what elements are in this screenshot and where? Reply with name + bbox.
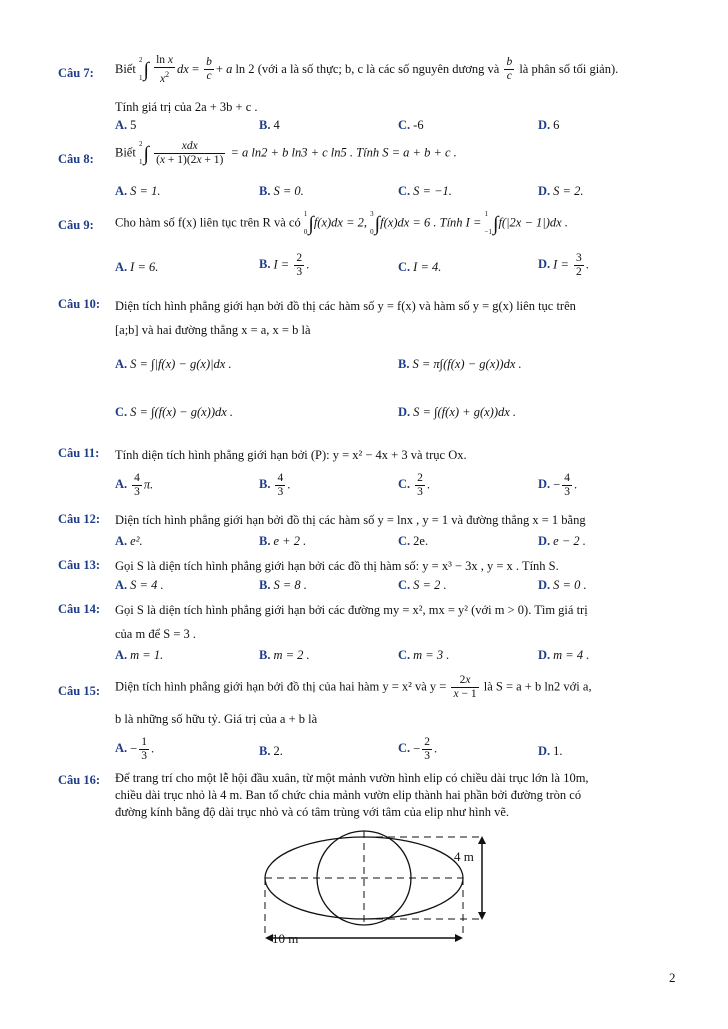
question-text: Diện tích hình phẳng giới hạn bởi đồ thị các hàm số y = f(x) và hàm số y = g(x) liên tục trên — [115, 299, 576, 313]
option-d[interactable]: D. e − 2 . — [538, 534, 586, 548]
question-label: Câu 7: — [58, 66, 94, 80]
question-text: Diện tích hình phẳng giới hạn bởi đồ thị các hàm số y = lnx , y = 1 và đường thẳng x = 1 bằng — [115, 513, 586, 527]
option-d[interactable]: D. S = 2. — [538, 184, 584, 198]
ellipse-garden-figure — [250, 830, 500, 955]
question-label: Câu 10: — [58, 297, 101, 311]
question-16 — [58, 773, 690, 833]
question-label: Câu 16: — [58, 773, 101, 787]
question-subtext: của m để S = 3 . — [115, 627, 196, 641]
question-text: Biết 2 1∫ $\frac{\text{ln x}}{x^2}$ dx = $\frac{b}{c}$ + a ln 2 (với a là số thực; b, c là các số nguyên dương và $\frac{b}{c}$ là phân số tối giản). — [115, 54, 619, 85]
option-a[interactable]: A. − $\frac{1}{3}$ . — [115, 736, 155, 762]
question-text: Để trang trí cho một lễ hội đầu xuân, từ một mảnh vườn hình elip có chiều dài trục lớn là 10m, chiều dài trục nhỏ là 4 m. Ban tổ chức chia mảnh vườn elip thành hai phần bởi đường tròn có đường kính bằng độ dài trục nhỏ và có tâm trùng với tâm của elip như hình vẽ. — [115, 771, 589, 819]
question-10 — [58, 295, 690, 445]
option-b[interactable]: B. e + 2 . — [259, 534, 307, 548]
option-a[interactable]: A. S = 4 . — [115, 578, 164, 592]
option-c[interactable]: C. $\frac{2}{3}$ . — [398, 472, 431, 498]
question-9 — [58, 210, 690, 285]
width-label: 10 m — [272, 931, 299, 946]
option-d[interactable]: D. 1. — [538, 744, 563, 758]
question-15 — [58, 674, 690, 770]
question-text: Diện tích hình phẳng giới hạn bởi đồ thị của hai hàm y = x² và y = $\frac{2x}{x - 1}$ là S = a + b ln2 với a, — [115, 674, 592, 700]
question-subtext: [a;b] và hai đường thẳng x = a, x = b là — [115, 323, 311, 337]
question-text: Gọi S là diện tích hình phẳng giới hạn bởi các đường my = x², mx = y² (với m > 0). Tìm giá trị — [115, 603, 588, 617]
question-text: Tính diện tích hình phẳng giới hạn bởi (P): y = x² − 4x + 3 và trục Ox. — [115, 448, 467, 462]
question-8 — [58, 140, 690, 204]
option-c[interactable]: C. S = 2 . — [398, 578, 447, 592]
question-7 — [58, 52, 690, 132]
option-b[interactable]: B. $\frac{4}{3}$ . — [259, 472, 291, 498]
option-c[interactable]: C. S = −1. — [398, 184, 452, 198]
option-b[interactable]: B. S = 0. — [259, 184, 304, 198]
option-a[interactable]: A. e². — [115, 534, 143, 548]
option-c[interactable]: C. I = 4. — [398, 260, 442, 274]
option-c[interactable]: C. − $\frac{2}{3}$ . — [398, 736, 438, 762]
question-text: Biết 2 1∫ $\frac{\text{xdx}}{(x + 1)(2x + 1)}$ = a ln2 + b ln3 + c ln5 . Tính S = a + b + c . — [115, 140, 457, 166]
option-d[interactable]: D. S = ∫(f(x) + g(x))dx . — [398, 405, 517, 419]
question-text: Gọi S là diện tích hình phẳng giới hạn bởi các đồ thị hàm số: y = x³ − 3x , y = x . Tính S. — [115, 559, 559, 573]
option-d[interactable]: D. − $\frac{4}{3}$ . — [538, 472, 578, 498]
option-b[interactable]: B. 2. — [259, 744, 283, 758]
option-c[interactable]: C. 2e. — [398, 534, 429, 548]
option-a[interactable]: A. 5 — [115, 118, 137, 132]
question-label: Câu 8: — [58, 152, 94, 166]
option-a[interactable]: A. $\frac{4}{3}$ π. — [115, 472, 154, 498]
question-13 — [58, 558, 690, 598]
option-d[interactable]: D. S = 0 . — [538, 578, 587, 592]
question-subtext: Tính giá trị của 2a + 3b + c . — [115, 100, 258, 114]
option-d[interactable]: D. m = 4 . — [538, 648, 590, 662]
question-11 — [58, 446, 690, 508]
option-a[interactable]: A. m = 1. — [115, 648, 164, 662]
question-subtext: b là những số hữu tỷ. Giá trị của a + b là — [115, 712, 318, 726]
question-text: Cho hàm số f(x) liên tục trên R và có 1 0∫f(x)dx = 2, 3 0∫f(x)dx = 6 . Tính I = 1 −1∫f(|2x − 1|)dx . — [115, 210, 568, 236]
question-12 — [58, 512, 690, 552]
option-b[interactable]: B. S = 8 . — [259, 578, 307, 592]
question-label: Câu 14: — [58, 602, 101, 616]
question-label: Câu 15: — [58, 684, 101, 698]
question-label: Câu 13: — [58, 558, 101, 572]
page-number: 2 — [669, 970, 676, 985]
option-a[interactable]: A. I = 6. — [115, 260, 159, 274]
question-label: Câu 12: — [58, 512, 101, 526]
option-a[interactable]: A. S = ∫|f(x) − g(x)|dx . — [115, 357, 232, 371]
option-c[interactable]: C. m = 3 . — [398, 648, 450, 662]
option-b[interactable]: B. 4 — [259, 118, 280, 132]
question-14 — [58, 602, 690, 672]
option-d[interactable]: D. I = $\frac{3}{2}$ . — [538, 252, 589, 278]
option-c[interactable]: C. S = ∫(f(x) − g(x))dx . — [115, 405, 234, 419]
question-label: Câu 9: — [58, 218, 94, 232]
option-b[interactable]: B. S = π∫(f(x) − g(x))dx . — [398, 357, 522, 371]
option-b[interactable]: B. I = $\frac{2}{3}$ . — [259, 252, 310, 278]
option-c[interactable]: C. -6 — [398, 118, 424, 132]
height-label: 4 m — [454, 849, 474, 864]
question-label: Câu 11: — [58, 446, 100, 460]
option-b[interactable]: B. m = 2 . — [259, 648, 310, 662]
option-d[interactable]: D. 6 — [538, 118, 560, 132]
option-a[interactable]: A. S = 1. — [115, 184, 161, 198]
